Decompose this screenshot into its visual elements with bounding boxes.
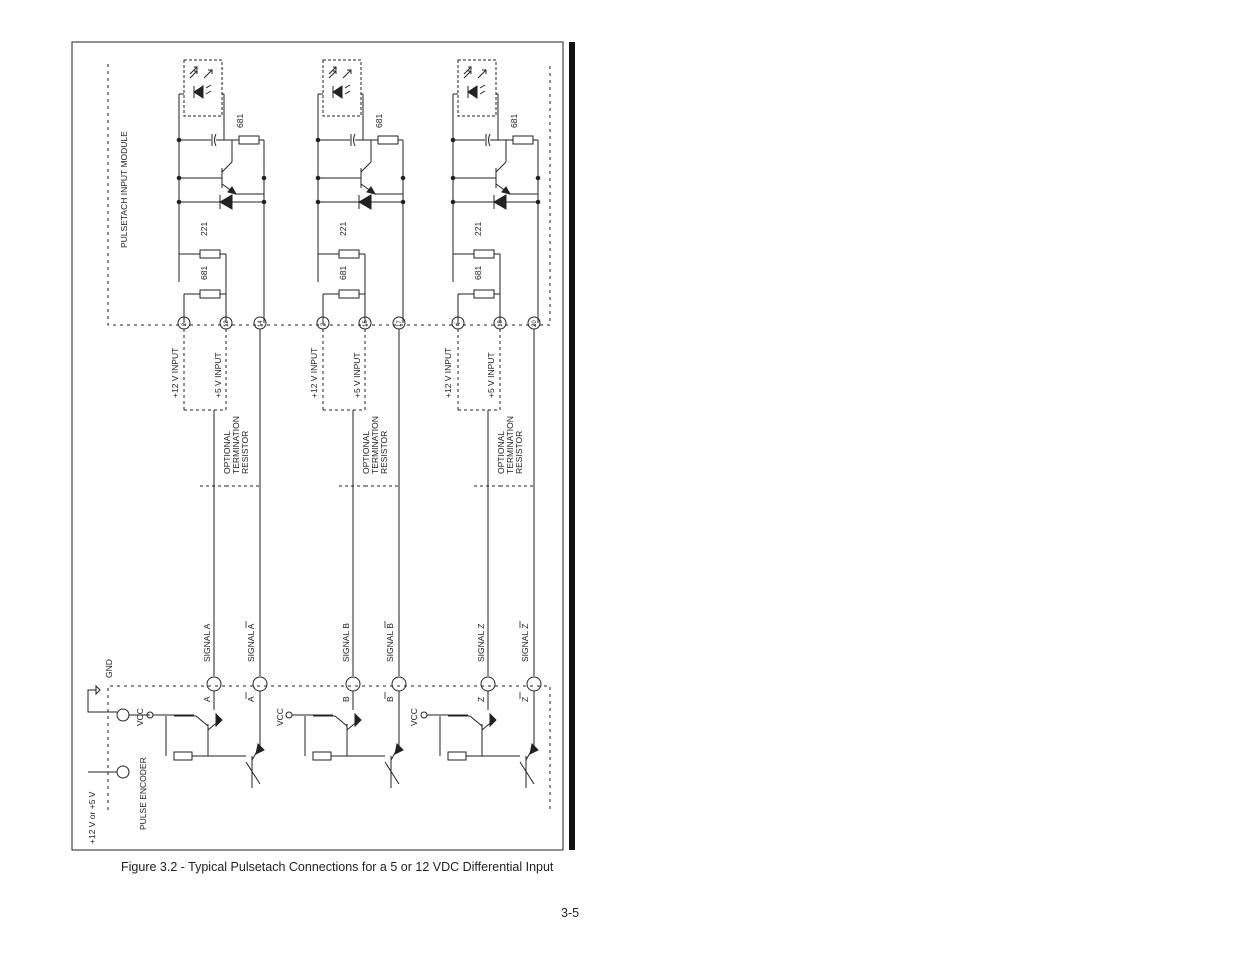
encoder-boundary xyxy=(108,686,550,810)
r221-b: 221 xyxy=(338,221,348,236)
channel-b-circuit xyxy=(305,60,406,788)
r681-bottom-z: 681 xyxy=(473,265,483,280)
input12-label-a: +12 V INPUT xyxy=(170,347,180,398)
encoder-vcc-lines xyxy=(147,712,468,718)
term-label-z-2: TERMINATION xyxy=(505,416,515,474)
terminal-z-3: 20 xyxy=(532,320,538,327)
term-label-b-3: RESISTOR xyxy=(379,430,389,474)
term-label-z-3: RESISTOR xyxy=(514,430,524,474)
input5-label-z: +5 V INPUT xyxy=(486,352,496,398)
r681-top-a: 681 xyxy=(235,113,245,128)
input5-label-a: +5 V INPUT xyxy=(213,352,223,398)
input12-label-z: +12 V INPUT xyxy=(443,347,453,398)
signal-inv-label-z: SIGNAL Z xyxy=(520,623,530,662)
encoder-out-b: B xyxy=(341,696,351,702)
encoder-gnd-label: GND xyxy=(104,659,114,678)
terminal-b-3: 17 xyxy=(397,320,403,327)
terminal-a-2: 12 xyxy=(224,320,230,327)
signal-label-z: SIGNAL Z xyxy=(476,623,486,662)
module-boundary xyxy=(108,64,550,325)
input12-label-b: +12 V INPUT xyxy=(309,347,319,398)
encoder-vcc-label-a: VCC xyxy=(135,708,145,726)
encoder-out-a: A xyxy=(202,696,212,702)
signal-inv-label-b: SIGNAL B xyxy=(385,623,395,662)
channel-z-circuit xyxy=(440,60,541,788)
input5-label-b: +5 V INPUT xyxy=(352,352,362,398)
term-label-b-1: OPTIONAL xyxy=(361,431,371,474)
channel-a-circuit xyxy=(166,60,267,788)
r681-bottom-a: 681 xyxy=(199,265,209,280)
page-number: 3-5 xyxy=(561,906,580,920)
encoder-out-z-inv: Z xyxy=(520,696,530,702)
encoder-out-z: Z xyxy=(476,696,486,702)
signal-inv-label-a: SIGNAL A xyxy=(246,623,256,662)
term-label-z-1: OPTIONAL xyxy=(496,431,506,474)
terminal-a-3: 14 xyxy=(258,320,264,327)
r681-top-b: 681 xyxy=(374,113,384,128)
encoder-supply: +12 V or +5 V xyxy=(87,791,97,844)
encoder-out-b-inv: B xyxy=(385,696,395,702)
encoder-title: PULSE ENCODER xyxy=(138,757,148,830)
terminal-b-1: 3 xyxy=(321,322,327,326)
r681-top-z: 681 xyxy=(509,113,519,128)
terminal-z-2: 18 xyxy=(498,320,504,327)
term-label-a-3: RESISTOR xyxy=(240,430,250,474)
terminal-a-1: 2 xyxy=(182,322,188,326)
term-label-b-2: TERMINATION xyxy=(370,416,380,474)
term-label-a-1: OPTIONAL xyxy=(222,431,232,474)
page-edge-bar xyxy=(569,42,575,850)
encoder-vcc-label-z: VCC xyxy=(409,708,419,726)
r221-a: 221 xyxy=(199,221,209,236)
figure-caption: Figure 3.2 - Typical Pulsetach Connections for a 5 or 12 VDC Differential Input xyxy=(121,860,554,874)
term-label-a-2: TERMINATION xyxy=(231,416,241,474)
diagram-labels xyxy=(87,114,538,844)
r221-z: 221 xyxy=(473,221,483,236)
module-title: PULSETACH INPUT MODULE xyxy=(119,131,129,248)
r681-bottom-b: 681 xyxy=(338,265,348,280)
encoder-out-a-inv: A xyxy=(246,696,256,702)
signal-label-a: SIGNAL A xyxy=(202,623,212,662)
encoder-vcc-label-b: VCC xyxy=(275,708,285,726)
terminal-b-2: 15 xyxy=(363,320,369,327)
signal-label-b: SIGNAL B xyxy=(341,623,351,662)
terminal-z-1: 4 xyxy=(456,322,462,326)
